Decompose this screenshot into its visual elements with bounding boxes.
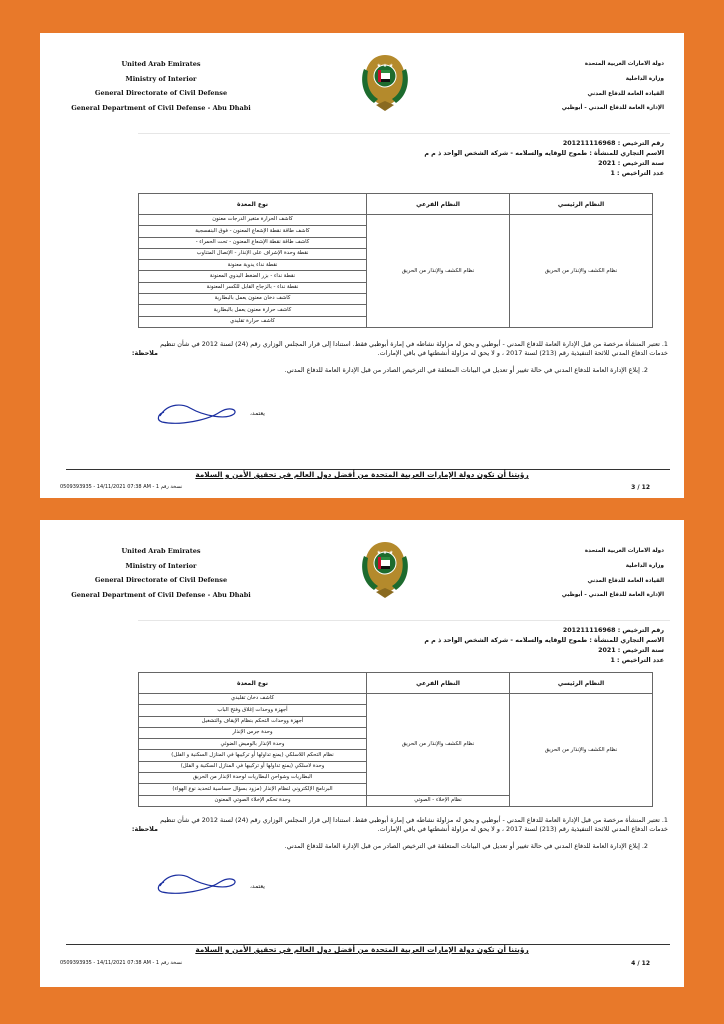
trade-name: الاسم التجاري للمنشأة : طموح للوقايه والسلامه - شركة الشخص الواحد ذ م م (424, 637, 664, 644)
sub-system-cell: نظام الكشف والإنذار من الحريق (367, 215, 510, 328)
license-year: سنة الترخيص : 2021 (598, 160, 664, 167)
main-system-cell: نظام الكشف والإنذار من الحريق (510, 694, 653, 807)
header-ar-line: دولة الامارات العربية المتحدة (584, 548, 664, 554)
header-en-line: General Directorate of Civil Defense (94, 576, 228, 584)
header-arabic (494, 57, 664, 116)
column-header-sub-system: النظام الفرعي (367, 673, 510, 694)
header-ar-line: القيادة العامة للدفاع المدني (587, 90, 664, 97)
equipment-item: نقطة نداء - بالزجاج القابل للكسر المعنونة (139, 282, 367, 293)
equipment-item: وحدة جرس الإنذار (139, 727, 367, 738)
equipment-item: كاشف دخان معنون يعمل بالبطارية (139, 294, 367, 305)
header-ar-line: الإدارة العامة للدفاع المدني - أبوظبي (561, 592, 664, 599)
equipment-item: كاشف الحرارة متغير الدرجات معنون (139, 215, 367, 226)
license-info (244, 626, 664, 666)
header-ar-line: الإدارة العامة للدفاع المدني - أبوظبي (561, 105, 664, 112)
signature-icon (150, 868, 240, 898)
equipment-item: البطاريات وشواحن البطاريات لوحدة الإنذار من الحريق (139, 773, 367, 784)
sub-system-cell: نظام الكشف والإنذار من الحريق (367, 694, 510, 796)
header-ar-line: وزارة الداخلية (625, 75, 664, 82)
vision-slogan: رؤيتنا أن تكون دولة الإمارات العربية المتحدة من أفضل دول العالم في تحقيق الأمن و السلامة (195, 945, 529, 954)
equipment-item: أجهزة ووحدات التحكم بنظام الإيقاف والتشغيل (139, 716, 367, 727)
column-header-equipment: نوع المعدة (139, 194, 367, 215)
header-divider (138, 620, 670, 621)
footer-meta: 0509393935 - 14/11/2021 07:38 AM - نسخة رقم 1 (60, 484, 183, 490)
equipment-item: أجهزة ووحدات إغلاق وفتح الباب (139, 705, 367, 716)
equipment-item: نظام التحكم اللاسلكي (يمنع تداولها أو تركيبها في المنازل السكنية و الفلل) (139, 750, 367, 761)
document-page-3 (40, 33, 684, 498)
column-header-sub-system: النظام الفرعي (367, 194, 510, 215)
equipment-item: نقطة نداء يدوية معنونة (139, 260, 367, 271)
column-header-equipment: نوع المعدة (139, 673, 367, 694)
header-en-line: Ministry of Interior (125, 74, 197, 83)
equipment-table (138, 193, 653, 328)
header-ar-line: دولة الامارات العربية المتحدة (584, 61, 664, 67)
footer-meta: 0509393935 - 14/11/2021 07:38 AM - نسخة رقم 1 (60, 960, 183, 966)
page-number: 3 / 12 (631, 484, 650, 491)
equipment-item: وحدة لاسلكي (يمنع تداولها أو تركيبها في المنازل السكنية و الفلل) (139, 761, 367, 772)
header-en-line: Ministry of Interior (125, 561, 197, 570)
equipment-item: كاشف طاقة نقطة الإشعاع المعنون - فوق البنفسجية (139, 226, 367, 237)
header-en-line: General Directorate of Civil Defense (94, 89, 228, 97)
vision-slogan: رؤيتنا أن تكون دولة الإمارات العربية المتحدة من أفضل دول العالم في تحقيق الأمن و السلامة (195, 470, 529, 479)
equipment-table (138, 672, 653, 807)
header-en-line: United Arab Emirates (121, 547, 201, 555)
equipment-item: كاشف حرارة معنون يعمل بالبطارية (139, 305, 367, 316)
notes-section (100, 816, 668, 852)
svg-text:★ ★ ★: ★ ★ ★ (376, 550, 394, 556)
license-number: رقم الترخيص : 201211116968 (562, 627, 664, 634)
header-arabic (494, 544, 664, 603)
footer (60, 484, 650, 490)
main-system-cell: نظام الكشف والإنذار من الحريق (510, 215, 653, 328)
header-english (66, 544, 256, 602)
footer (60, 960, 650, 966)
document-page-4 (40, 520, 684, 987)
note-1: 1. تعتبر المنشأة مرخصة من قبل الإدارة العامة للدفاع المدني - أبوظبي و يحق له مزاولة نشاطه في إمارة أبوظبي فقط. استنادا إلى قرار المجلس الوزاري رقم (24) لسنة 2012 في شأن تنظيم خدمات الدفاع المدني للائحة التنفيذية رقم (213) لسنة 2017 ، و لا يحق له مزاولة أنشطتها في باقي الإمارات. (160, 340, 668, 358)
equipment-item: البرنامج الإلكتروني لنظام الإنذار (مزود بسؤال حساسية لتحديد نوع الهواء) (139, 784, 367, 795)
equipment-item: كاشف حرارة تقليدي (139, 316, 367, 327)
notes-label: ملاحظة: (131, 349, 158, 357)
svg-text:★ ★ ★: ★ ★ ★ (376, 63, 394, 69)
licenses-count: عدد التراخيص : 1 (610, 170, 664, 177)
header-en-line: General Department of Civil Defense - Abu Dhabi (71, 590, 251, 599)
header-divider (138, 133, 670, 134)
header-english (66, 57, 256, 115)
uae-emblem-icon (358, 536, 412, 598)
license-info (244, 139, 664, 179)
page-number: 4 / 12 (631, 960, 650, 967)
equipment-item: نقطة وحدة الإشراف على الإنذار - الإتصال المتناوب (139, 248, 367, 259)
license-number: رقم الترخيص : 201211116968 (562, 140, 664, 147)
note-2: 2. إبلاغ الإدارة العامة للدفاع المدني في حالة تغيير أو تعديل في البيانات المتعلقة في الترخيص الصادر من قبل الإدارة العامة للدفاع المدني. (284, 366, 648, 375)
licenses-count: عدد التراخيص : 1 (610, 657, 664, 664)
notes-section (100, 340, 668, 376)
equipment-item: وحدة تحكم الإخلاء الصوتي المعنون (139, 795, 367, 806)
header-en-line: General Department of Civil Defense - Abu Dhabi (71, 103, 251, 112)
note-2: 2. إبلاغ الإدارة العامة للدفاع المدني في حالة تغيير أو تعديل في البيانات المتعلقة في الترخيص الصادر من قبل الإدارة العامة للدفاع المدني. (284, 842, 648, 851)
trade-name: الاسم التجاري للمنشأة : طموح للوقايه والسلامه - شركة الشخص الواحد ذ م م (424, 150, 664, 157)
note-1: 1. تعتبر المنشأة مرخصة من قبل الإدارة العامة للدفاع المدني - أبوظبي و يحق له مزاولة نشاطه في إمارة أبوظبي فقط. استنادا إلى قرار المجلس الوزاري رقم (24) لسنة 2012 في شأن تنظيم خدمات الدفاع المدني للائحة التنفيذية رقم (213) لسنة 2017 ، و لا يحق له مزاولة أنشطتها في باقي الإمارات. (160, 816, 668, 834)
license-year: سنة الترخيص : 2021 (598, 647, 664, 654)
header-ar-line: وزارة الداخلية (625, 562, 664, 569)
notes-label: ملاحظة: (131, 825, 158, 833)
header-ar-line: القيادة العامة للدفاع المدني (587, 577, 664, 584)
equipment-item: نقطة نداء - بزر الضغط اليدوي المعنونة (139, 271, 367, 282)
approved-label: يعتمد، (250, 883, 265, 890)
sub-system-cell-evacuation: نظام الإخلاء - الصوتي (367, 795, 510, 806)
equipment-item: كاشف طاقة نقطة الإشعاع المعنون - تحت الحمراء - (139, 237, 367, 248)
uae-emblem-icon (358, 49, 412, 111)
header-en-line: United Arab Emirates (121, 60, 201, 68)
approved-label: يعتمد، (250, 410, 265, 417)
column-header-main-system: النظام الرئيسي (510, 194, 653, 215)
equipment-item: وحدة الإنذار بالوميض الضوئي (139, 739, 367, 750)
signature-icon (150, 398, 240, 428)
equipment-item: كاشف دخان تقليدي (139, 694, 367, 705)
column-header-main-system: النظام الرئيسي (510, 673, 653, 694)
